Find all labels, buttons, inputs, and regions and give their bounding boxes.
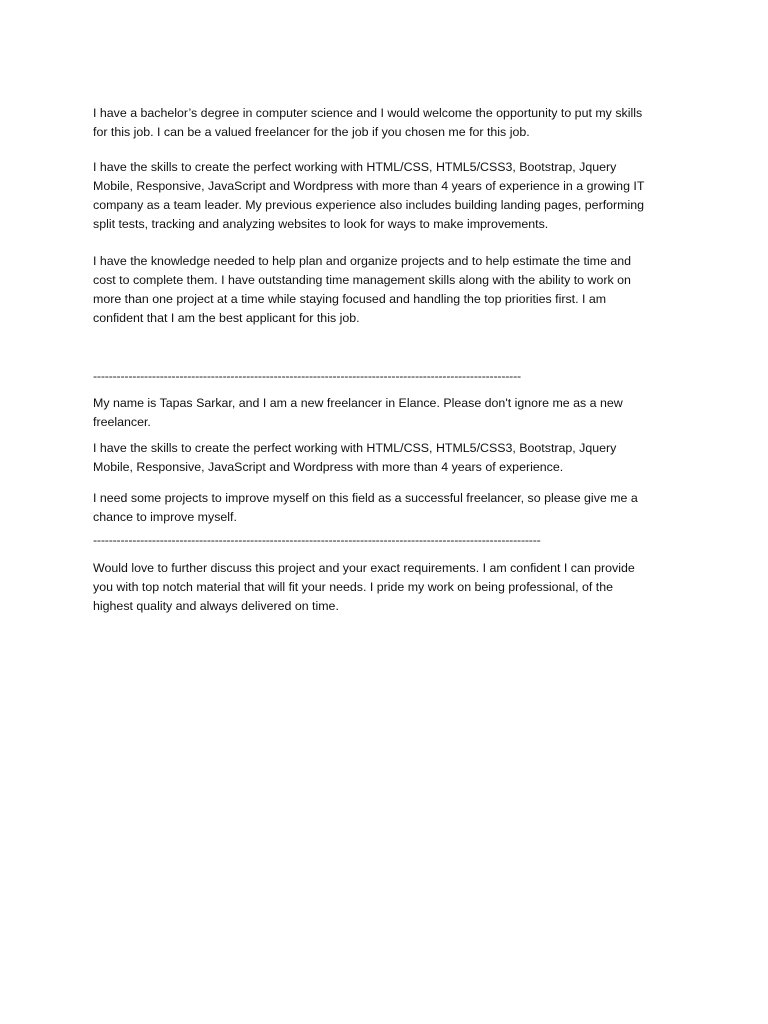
paragraph-skills: I have the skills to create the perfect working with HTML/CSS, HTML5/CSS3, Bootstrap, Jquery Mobile, Responsive, JavaScript and Wordpress with more than 4 years of experience in a growing IT company as a team leader. My previous experience also includes building landing pages, performing split tests, tracking and analyzing websites to look for ways to make improvements. — [93, 160, 645, 231]
paragraph-introduction: My name is Tapas Sarkar, and I am a new freelancer in Elance. Please don't ignore me as a new freelancer. — [93, 396, 623, 429]
paragraph-degree: I have a bachelor’s degree in computer science and I would welcome the opportunity to put my skills for this job. I can be a valued freelancer for the job if you chosen me for this job. — [93, 106, 643, 139]
dashed-separator: ------------------------------------------------------------------------------------------------------------------ — [93, 533, 541, 547]
paragraph-request: I need some projects to improve myself on this field as a successful freelancer, so please give me a chance to improve myself. — [93, 491, 638, 524]
paragraph-closing: Would love to further discuss this project and your exact requirements. I am confident I can provide you with top notch material that will fit your needs. I pride my work on being professional, of the highest quality and always delivered on time. — [93, 561, 635, 613]
document-body — [93, 104, 678, 616]
paragraph-project-management: I have the knowledge needed to help plan and organize projects and to help estimate the time and cost to complete them. I have outstanding time management skills along with the ability to work on more than one project at a time while staying focused and handling the top priorities first. I am confident that I am the best applicant for this job. — [93, 254, 631, 325]
dashed-separator: ------------------------------------------------------------------------------------------------------------- — [93, 369, 521, 383]
paragraph-skills-short: I have the skills to create the perfect working with HTML/CSS, HTML5/CSS3, Bootstrap, Jquery Mobile, Responsive, JavaScript and Wordpress with more than 4 years of experience. — [93, 441, 617, 474]
